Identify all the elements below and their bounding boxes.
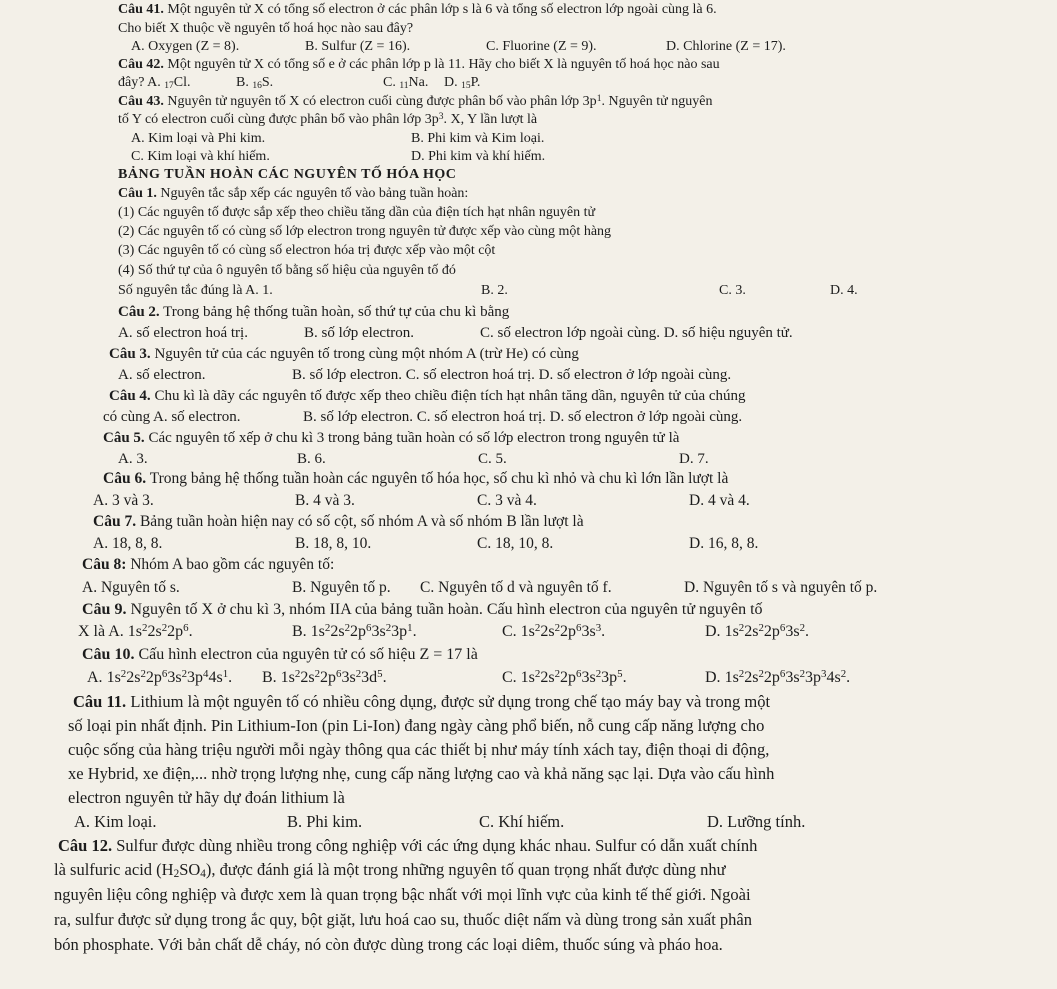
q9-d-s6: 6 — [779, 622, 786, 635]
q10-b-label: B. — [262, 669, 277, 686]
q4-line — [109, 389, 746, 404]
q5-option-c: C. 5. — [478, 451, 507, 467]
q10-b-s6: 6 — [336, 668, 342, 681]
q12-l2-sub2: 4 — [200, 868, 206, 881]
q9-b-t7: 3s — [371, 623, 386, 640]
q10-c-t1: 1s — [520, 669, 535, 686]
q10-a-t9: 3p — [187, 669, 204, 686]
q10-d-t11: 4s — [826, 669, 841, 686]
q4-option-bcd: B. số lớp electron. C. số electron hoá trị. D. số electron ở lớp ngoài cùng. — [303, 409, 743, 425]
q10-a-s6: 6 — [161, 668, 168, 681]
q10-d-s6: 6 — [779, 668, 786, 681]
q43-text1a: Nguyên tử nguyên tố X có electron cuối cùng được phân bố vào phân lớp 3p — [167, 94, 597, 109]
q6-text: Trong bảng hệ thống tuần hoàn các nguyên tố hóa học, số chu kì nhỏ và chu kì lớn lần lượt là — [149, 470, 729, 487]
q7-option-b: B. 18, 8, 10. — [295, 535, 372, 552]
q8-text: Nhóm A bao gồm các nguyên tố: — [130, 556, 335, 573]
q10-option-c — [502, 670, 627, 686]
q10-option-b — [262, 670, 387, 686]
q5-option-d: D. 7. — [679, 451, 709, 467]
q10-d-t7: 3s — [785, 669, 800, 686]
q42-line1 — [118, 58, 720, 72]
q10-b-s10: 5 — [377, 668, 383, 681]
q10-c-t3: 2s — [540, 669, 555, 686]
q10-b-s8: 2 — [355, 668, 362, 681]
q10-option-a — [87, 670, 232, 686]
q9-c-t5: 2p — [560, 623, 577, 640]
q5-number: Câu 5. — [103, 430, 145, 446]
q10-c-s4: 2 — [554, 668, 561, 681]
q1-text: Nguyên tắc sắp xếp các nguyên tố vào bảng tuần hoàn: — [160, 186, 469, 201]
q12-line3: nguyên liệu công nghiệp và được xem là quan trọng bậc nhất với mọi lĩnh vực của kinh tế thế giới. Ngoài — [54, 885, 751, 904]
q10-a-t11: 4s — [208, 669, 223, 686]
q9-c-s8: 3 — [595, 622, 602, 635]
q9-c-s6: 6 — [576, 622, 582, 635]
q42-d-element: P. — [470, 75, 481, 90]
q9-d-t1: 1s — [724, 623, 739, 640]
q43-text1b: . Nguyên tử nguyên — [601, 94, 713, 109]
q42-a-element: Cl. — [173, 75, 191, 90]
q5-option-b: B. 6. — [297, 451, 326, 467]
q42-b-label: B. — [236, 75, 249, 90]
q9-d-t7: 3s — [785, 623, 800, 640]
q11-line1 — [73, 694, 770, 711]
q10-b-t7: 3s — [341, 669, 356, 686]
q10-d-t1: 1s — [724, 669, 739, 686]
q1-option-b: B. 2. — [481, 283, 508, 298]
q9-a-t6: . — [188, 623, 193, 640]
q9-b-t9: 3p — [391, 623, 408, 640]
q10-c-t5: 2p — [560, 669, 577, 686]
q1-statement-2: (2) Các nguyên tố có cùng số lớp electron trong nguyên tử được xếp vào cùng một hàng — [118, 224, 612, 239]
q9-b-t5: 2p — [350, 623, 367, 640]
q12-line1 — [58, 838, 757, 855]
q1-number: Câu 1. — [118, 186, 157, 201]
q1-option-d: D. 4. — [830, 283, 858, 298]
q12-l2c: ), được đánh giá là một trong những nguyên tố quan trọng nhất được dùng như — [205, 860, 726, 879]
q9-c-t3: 2s — [540, 623, 555, 640]
q3-number: Câu 3. — [109, 346, 151, 362]
q11-option-d: D. Lưỡng tính. — [707, 812, 806, 831]
q10-a-label: A. — [87, 669, 103, 686]
q4-text: Chu kì là dãy các nguyên tố được xếp theo chiều điện tích hạt nhân tăng dần, nguyên tử của chúng — [154, 388, 746, 404]
q42-b-sub: 16 — [252, 80, 262, 91]
q9-number: Câu 9. — [82, 601, 127, 618]
q10-d-t5: 2p — [763, 669, 780, 686]
q2-option-b: B. số lớp electron. — [304, 325, 414, 341]
q43-option-c: C. Kim loại và khí hiếm. — [131, 149, 270, 164]
q10-a-t7: 3s — [167, 669, 182, 686]
q10-b-t11: . — [382, 669, 387, 686]
q8-line — [82, 557, 334, 573]
q9-d-s4: 2 — [758, 622, 764, 635]
q43-option-b: B. Phi kim và Kim loại. — [411, 131, 545, 146]
q10-d-t9: 3p — [805, 669, 822, 686]
q6-option-a: A. 3 và 3. — [93, 492, 154, 509]
q42-option-d — [444, 76, 480, 90]
q1-statement-4: (4) Số thứ tự của ô nguyên tố bằng số hiệu của nguyên tố đó — [118, 263, 456, 278]
q11-line3: cuộc sống của hàng triệu người mỗi ngày thông qua các thiết bị như máy tính xách tay, điện thoại di động, — [68, 740, 770, 759]
q10-a-s10: 4 — [203, 668, 209, 681]
q9-option-b — [292, 624, 417, 640]
q7-line — [93, 514, 584, 530]
q10-number: Câu 10. — [82, 646, 135, 663]
q12-l1: Sulfur được dùng nhiều trong công nghiệp với các ứng dụng khác nhau. Sulfur có dẫn xuất chính — [116, 836, 758, 855]
q7-text: Bảng tuần hoàn hiện nay có số cột, số nhóm A và số nhóm B lần lượt là — [139, 513, 584, 530]
q43-text2b: . X, Y lần lượt là — [443, 112, 538, 127]
q12-l2b: SO — [179, 860, 201, 879]
q10-b-t1: 1s — [280, 669, 295, 686]
q43-number: Câu 43. — [118, 94, 164, 109]
q2-option-cd: C. số electron lớp ngoài cùng. D. số hiệu nguyên tử. — [480, 325, 793, 341]
q9-a-s5: 6 — [183, 622, 189, 635]
q10-d-t13: . — [846, 669, 851, 686]
q9-a-s3: 2 — [161, 622, 168, 635]
q42-c-sub: 11 — [399, 80, 409, 91]
q7-option-a: A. 18, 8, 8. — [93, 535, 163, 552]
q12-line2 — [54, 862, 726, 879]
q9-text: Nguyên tố X ở chu kì 3, nhóm IIA của bảng tuần hoàn. Cấu hình electron của nguyên tử nguyên tố — [130, 601, 763, 618]
q9-c-label: C. — [502, 623, 517, 640]
q5-option-a: A. 3. — [118, 451, 148, 467]
q10-text: Cấu hình electron của nguyên tử có số hiệu Z = 17 là — [138, 646, 478, 663]
q7-option-d: D. 16, 8, 8. — [689, 535, 759, 552]
q12-l2a: là sulfuric acid (H — [54, 860, 174, 879]
q1-line — [118, 187, 468, 201]
q10-b-t3: 2s — [300, 669, 315, 686]
q43-line2 — [118, 113, 537, 127]
q9-c-t1: 1s — [520, 623, 535, 640]
q9-b-t1: 1s — [310, 623, 325, 640]
q6-option-d: D. 4 và 4. — [689, 492, 750, 509]
q9-option-c — [502, 624, 605, 640]
q41-text2: Cho biết X thuộc về nguyên tố hoá học nào sau đây? — [118, 21, 414, 36]
q43-option-d: D. Phi kim và khí hiếm. — [411, 149, 546, 164]
q11-option-b: B. Phi kim. — [287, 812, 363, 831]
q11-line4: xe Hybrid, xe điện,... nhờ trọng lượng nhẹ, cung cấp năng lượng cao và khả năng sạc lại. Dựa vào cấu hình — [68, 764, 775, 783]
q11-option-a: A. Kim loại. — [74, 812, 157, 831]
q8-option-b: B. Nguyên tố p. — [292, 579, 391, 596]
q10-a-t13: . — [228, 669, 233, 686]
q10-b-t9: 3d — [361, 669, 378, 686]
q12-l2-sub1: 2 — [173, 868, 180, 881]
q2-number: Câu 2. — [118, 304, 160, 320]
q9-b-label: B. — [292, 623, 307, 640]
q41-option-c: C. Fluorine (Z = 9). — [486, 39, 597, 54]
q11-number: Câu 11. — [73, 692, 127, 711]
q1-statement-1: (1) Các nguyên tố được sắp xếp theo chiều tăng dần của điện tích hạt nhân nguyên tử — [118, 205, 596, 220]
q10-c-label: C. — [502, 669, 517, 686]
q5-text: Các nguyên tố xếp ở chu kì 3 trong bảng tuần hoàn có số lớp electron trong nguyên tử là — [148, 430, 680, 446]
q10-line — [82, 647, 478, 663]
q9-a-t4: 2p — [167, 623, 184, 640]
q9-c-s4: 2 — [554, 622, 561, 635]
q9-b-t11: . — [412, 623, 417, 640]
q42-options-a — [118, 76, 191, 90]
q1-statement-3: (3) Các nguyên tố có cùng số electron hóa trị được xếp vào một cột — [118, 243, 496, 258]
q10-c-s8: 2 — [595, 668, 602, 681]
q42-option-b — [236, 76, 273, 90]
q10-d-s8: 2 — [799, 668, 806, 681]
q43-option-a: A. Kim loại và Phi kim. — [131, 131, 266, 146]
q12-line4: ra, sulfur được sử dụng trong ắc quy, bột giặt, lưu hoá cao su, thuốc diệt nấm và dùng trong sản xuất phân — [54, 910, 753, 929]
q41-line1 — [118, 3, 717, 17]
q9-b-t3: 2s — [330, 623, 345, 640]
q4-option-a: có cùng A. số electron. — [103, 409, 241, 425]
q9-c-t9: . — [601, 623, 606, 640]
q10-b-s2: 2 — [294, 668, 301, 681]
q8-option-d: D. Nguyên tố s và nguyên tố p. — [684, 579, 878, 596]
q10-option-d — [705, 670, 850, 686]
q2-text: Trong bảng hệ thống tuần hoàn, số thứ tự của chu kì bằng — [163, 304, 510, 320]
q41-option-b: B. Sulfur (Z = 16). — [305, 39, 411, 54]
q10-c-s2: 2 — [534, 668, 541, 681]
q9-option-d — [705, 624, 809, 640]
q10-d-s4: 2 — [758, 668, 764, 681]
q10-a-s4: 2 — [140, 668, 146, 681]
q43-sup2: 3 — [438, 111, 444, 122]
q10-a-s2: 2 — [120, 668, 127, 681]
q41-option-d: D. Chlorine (Z = 17). — [666, 39, 786, 54]
q4-number: Câu 4. — [109, 388, 151, 404]
q1-option-c: C. 3. — [719, 283, 746, 298]
q42-text1: Một nguyên tử X có tổng số e ở các phân lớp p là 11. Hãy cho biết X là nguyên tố hoá học nào sau — [167, 57, 720, 72]
q10-a-t1: 1s — [106, 669, 121, 686]
q11-line5: electron nguyên tử hãy dự đoán lithium là — [68, 788, 345, 807]
q12-number: Câu 12. — [58, 836, 113, 855]
q42-option-c — [383, 76, 428, 90]
q9-d-t5: 2p — [763, 623, 780, 640]
q6-option-c: C. 3 và 4. — [477, 492, 537, 509]
q9-d-label: D. — [705, 623, 721, 640]
q9-a-t2: 2s — [147, 623, 162, 640]
q8-number: Câu 8: — [82, 556, 127, 573]
q11-option-c: C. Khí hiếm. — [479, 812, 565, 831]
q9-a-t0: 1s — [127, 623, 143, 640]
q42-a-sub: 17 — [164, 80, 174, 91]
q42-c-element: Na. — [408, 75, 429, 90]
q9-prefix: X là A. — [78, 623, 124, 640]
q41-number: Câu 41. — [118, 2, 164, 17]
q9-b-s10: 1 — [407, 622, 413, 635]
q10-d-label: D. — [705, 669, 721, 686]
q9-d-s8: 2 — [799, 622, 806, 635]
q10-b-t5: 2p — [320, 669, 337, 686]
q9-a-s1: 2 — [142, 622, 148, 635]
q11-line2: số loại pin nhất định. Pin Lithium-Ion (pin Li-Ion) đang ngày càng phổ biến, nỗ cung cấp năng lượng cho — [68, 716, 765, 735]
q10-a-s12: 1 — [222, 668, 229, 681]
q3-option-a: A. số electron. — [118, 367, 206, 383]
q2-line — [118, 305, 509, 320]
q41-text1: Một nguyên tử X có tổng số electron ở các phân lớp s là 6 và tổng số electron lớp ngoài cùng là 6. — [167, 2, 717, 17]
q10-d-t3: 2s — [744, 669, 759, 686]
q10-a-t5: 2p — [145, 669, 162, 686]
q10-a-t3: 2s — [126, 669, 141, 686]
q7-option-c: C. 18, 10, 8. — [477, 535, 554, 552]
q10-c-t7: 3s — [581, 669, 596, 686]
q10-c-s10: 5 — [617, 668, 623, 681]
q42-number: Câu 42. — [118, 57, 164, 72]
q2-option-a: A. số electron hoá trị. — [118, 325, 248, 341]
q11-l1: Lithium là một nguyên tố có nhiều công dụng, được sử dụng trong chế tạo máy bay và trong một — [130, 692, 771, 711]
q9-b-s2: 2 — [324, 622, 331, 635]
q9-option-a — [78, 624, 193, 640]
q9-c-s2: 2 — [534, 622, 541, 635]
q7-number: Câu 7. — [93, 513, 137, 530]
q9-d-t3: 2s — [744, 623, 759, 640]
q10-b-s4: 2 — [314, 668, 321, 681]
q10-c-s6: 6 — [576, 668, 582, 681]
q10-d-s12: 2 — [840, 668, 847, 681]
q42-b-element: S. — [261, 75, 274, 90]
q10-c-t9: 3p — [601, 669, 618, 686]
q43-text2a: tố Y có electron cuối cùng được phân bổ vào phân lớp 3p — [118, 112, 439, 127]
section-heading: BẢNG TUẦN HOÀN CÁC NGUYÊN TỐ HÓA HỌC — [118, 167, 457, 182]
q9-c-t7: 3s — [581, 623, 596, 640]
q3-text: Nguyên tử của các nguyên tố trong cùng một nhóm A (trừ He) có cùng — [154, 346, 579, 362]
q42-d-sub: 15 — [461, 80, 471, 91]
q1-option-a: Số nguyên tắc đúng là A. 1. — [118, 283, 273, 298]
q3-line — [109, 347, 579, 362]
q8-option-a: A. Nguyên tố s. — [82, 579, 180, 596]
q42-prefix: đây? A. — [118, 75, 161, 90]
q10-a-s8: 2 — [181, 668, 188, 681]
q3-option-bcd: B. số lớp electron. C. số electron hoá trị. D. số electron ở lớp ngoài cùng. — [292, 367, 732, 383]
q10-c-t11: . — [622, 669, 627, 686]
q6-number: Câu 6. — [103, 470, 147, 487]
q42-c-label: C. — [383, 75, 396, 90]
q12-line5: bón phosphate. Với bản chất dễ cháy, nó còn được dùng trong các loại diêm, thuốc súng và pháo hoa. — [54, 935, 723, 954]
q9-d-s2: 2 — [738, 622, 745, 635]
q9-b-s4: 2 — [344, 622, 351, 635]
q43-line1 — [118, 95, 712, 109]
q10-d-s2: 2 — [738, 668, 745, 681]
q9-b-s6: 6 — [366, 622, 372, 635]
q10-d-s10: 3 — [821, 668, 827, 681]
q42-d-label: D. — [444, 75, 458, 90]
q9-d-t9: . — [805, 623, 810, 640]
q6-option-b: B. 4 và 3. — [295, 492, 355, 509]
q8-option-c: C. Nguyên tố d và nguyên tố f. — [420, 579, 612, 596]
q9-b-s8: 2 — [385, 622, 392, 635]
q6-line — [103, 471, 728, 487]
q41-option-a: A. Oxygen (Z = 8). — [131, 39, 240, 54]
q9-line — [82, 602, 763, 618]
q5-line — [103, 431, 679, 446]
q43-sup1: 1 — [596, 93, 602, 104]
